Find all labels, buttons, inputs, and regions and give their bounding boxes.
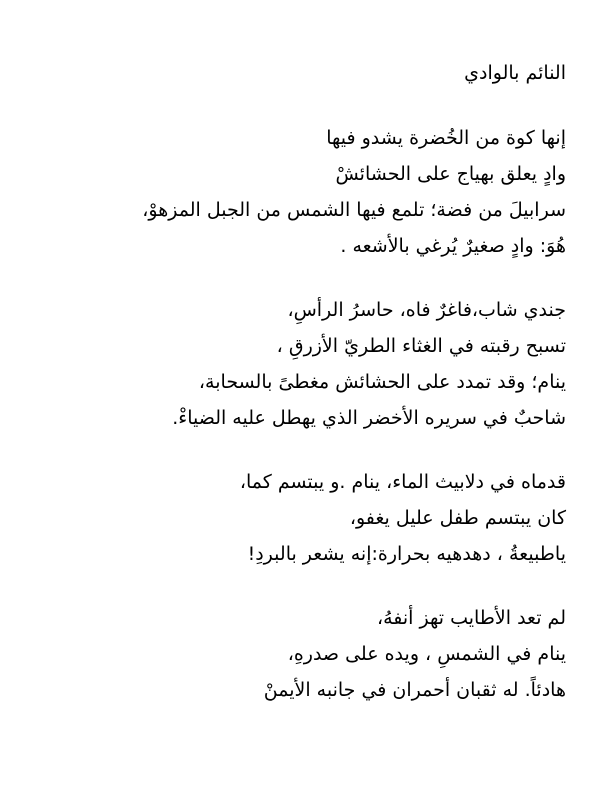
stanza-2 <box>34 292 566 436</box>
poem-line: كان يبتسم طفل عليل يغفو، <box>349 507 566 529</box>
poem-line: جندي شاب،فاغرٌ فاه، حاسرُ الرأسِ، <box>287 299 566 321</box>
stanza-3 <box>34 464 566 572</box>
poem-line: هُوَ: وادٍ صغيرٌ يُرغي بالأشعه . <box>340 235 566 257</box>
poem-line: ينام في الشمسِ ، ويده على صدرهِ، <box>287 643 566 665</box>
poem-title: النائم بالوادي <box>464 62 566 84</box>
poem-line: وادٍ يعلق بهياج على الحشائشْ <box>335 163 566 185</box>
poem-line: إنها كوة من الخُضرة يشدو فيها <box>326 127 566 149</box>
poem-line: لم تعد الأطايب تهز أنفهُ، <box>376 607 566 629</box>
poem-line: ياطبيعةُ ، دهدهيه بحرارة:إنه يشعر بالبردِ! <box>247 543 566 565</box>
poem-line: قدماه في دلابيث الماء، ينام .و يبتسم كما، <box>239 471 566 493</box>
poem-line: هادئاً. له ثقبان أحمران في جانبه الأيمنْ <box>263 679 566 701</box>
stanza-4 <box>34 600 566 708</box>
poem-line: شاحبٌ في سريره الأخضر الذي يهطل عليه الضياءْ. <box>172 407 566 429</box>
stanza-1 <box>34 120 566 264</box>
poem-line: ينام؛ وقد تمدد على الحشائش مغطىً بالسحابة، <box>198 371 566 393</box>
poem-line: تسبح رقبته في الغثاء الطريّ الأزرقِ ، <box>276 335 566 357</box>
poem-line: سرابيلَ من فضة؛ تلمع فيها الشمس من الجبل المزهوْ، <box>142 199 566 221</box>
